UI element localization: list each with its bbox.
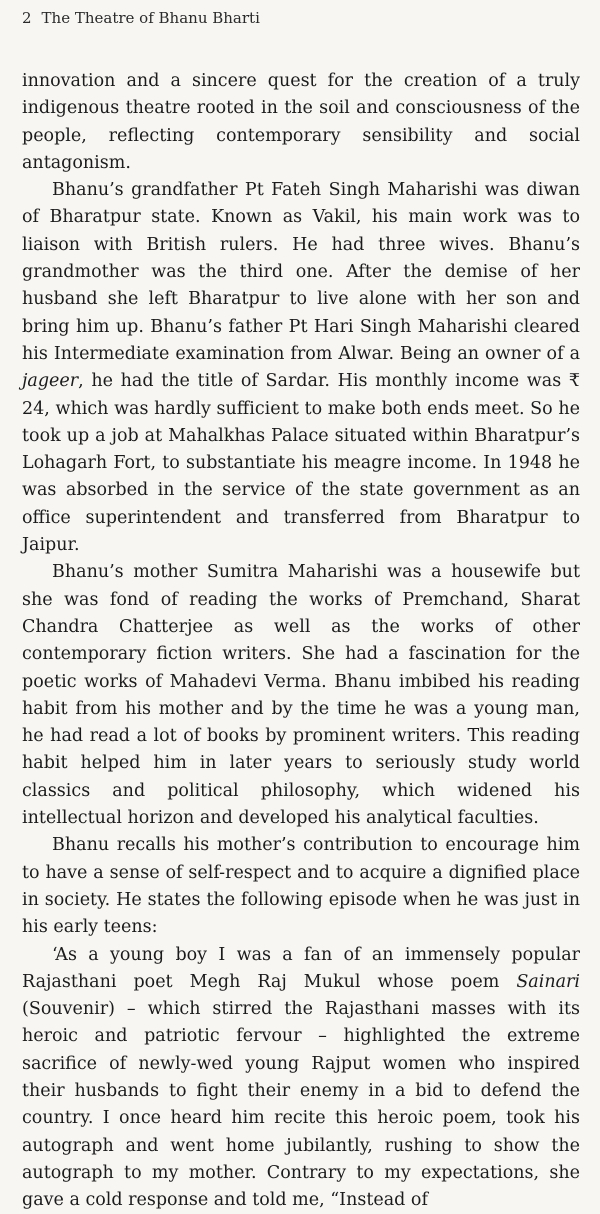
italic-text: jageer	[22, 371, 78, 391]
paragraph	[22, 832, 580, 941]
italic-text: Sainari	[516, 972, 580, 992]
paragraph	[22, 559, 580, 832]
text-run: Bhanu’s grandfather Pt Fateh Singh Maharishi was diwan of Bharatpur state. Known as Vakil, his main work was to liaison with British rulers. He had three wives. Bhanu’s grandmother was the third one. After the demise of her husband she left Bharatpur to live alone with her son and bring him up. Bhanu’s father Pt Hari Singh Maharishi cleared his Intermediate examination from Alwar. Being an owner of a	[22, 180, 580, 364]
text-run: ‘As a young boy I was a fan of an immensely popular Rajasthani poet Megh Raj Mukul whose poem	[22, 945, 580, 992]
text-run: Bhanu recalls his mother’s contribution to encourage him to have a sense of self-respect and to acquire a dignified place in society. He states the following episode when he was just in his early teens:	[22, 835, 580, 937]
text-run: Bhanu’s mother Sumitra Maharishi was a housewife but she was fond of reading the works of Premchand, Sharat Chandra Chatterjee as well as the works of other contemporary fiction writers. She had a fascination for the poetic works of Mahadevi Verma. Bhanu imbibed his reading habit from his mother and by the time he was a young man, he had read a lot of books by prominent writers. This reading habit helped him in later years to seriously study world classics and political philosophy, which widened his intellectual horizon and developed his analytical faculties.	[22, 562, 580, 828]
paragraph	[22, 177, 580, 559]
body-text	[22, 68, 580, 1214]
text-run: , he had the title of Sardar. His monthly income was ₹ 24, which was hardly sufficient to make both ends meet. So he took up a job at Mahalkhas Palace situated within Bharatpur’s Lohagarh Fort, to substantiate his meagre income. In 1948 he was absorbed in the service of the state government as an office superintendent and transferred from Bharatpur to Jaipur.	[22, 371, 580, 555]
running-title: The Theatre of Bhanu Bharti	[42, 9, 260, 27]
page-number: 2	[22, 8, 32, 28]
paragraph	[22, 942, 580, 1214]
paragraph	[22, 68, 580, 177]
text-run: innovation and a sincere quest for the creation of a truly indigenous theatre rooted in the soil and consciousness of the people, reflecting contemporary sensibility and social antagonism.	[22, 71, 580, 173]
text-run: (Souvenir) – which stirred the Rajasthani masses with its heroic and patriotic fervour – highlighted the extreme sacrifice of newly-wed young Rajput women who inspired their husbands to fight their enemy in a bid to defend the country. I once heard him recite this heroic poem, took his autograph and went home jubilantly, rushing to show the autograph to my mother. Contrary to my expectations, she gave a cold response and told me, “Instead of	[22, 999, 580, 1210]
running-head	[22, 8, 578, 28]
